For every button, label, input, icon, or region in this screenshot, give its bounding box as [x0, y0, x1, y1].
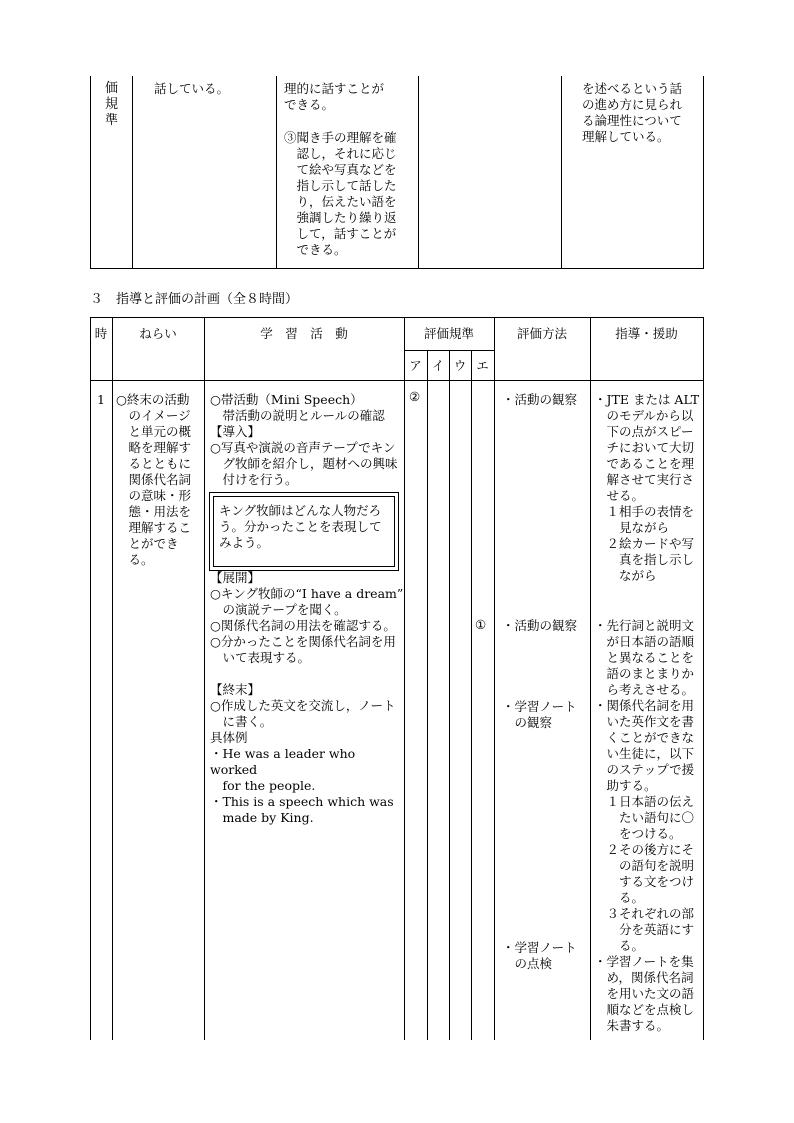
header-method: 評価方法 [516, 326, 567, 341]
criteria-subdivider [427, 350, 428, 1040]
row-aim: ○終末の活動 のイメージ と単元の概 略を理解す るとともに 関係代名詞 の意味・形 態・用法を 理解するこ とができ る。 [116, 392, 192, 567]
criteria-subdivider [471, 350, 472, 1040]
table-divider [276, 76, 277, 269]
header-guidance: 指導・援助 [615, 326, 678, 341]
plan-divider [494, 317, 495, 1040]
plan-header-bottom [90, 380, 704, 381]
method-1: ・活動の観察 [502, 392, 578, 407]
top-col3-text-a: 理的に話すことが できる。 [284, 81, 385, 112]
header-criteria: 評価規準 [423, 326, 474, 341]
criteria-mark-e: ① [475, 617, 487, 632]
method-3: ・学習ノート の観察 [502, 699, 577, 730]
plan-border-right [703, 317, 704, 1040]
plan-divider [590, 317, 591, 1040]
header-hour: 時 [94, 326, 108, 341]
header-criteria-e: エ [476, 358, 489, 373]
header-criteria-a: ア [409, 358, 422, 373]
plan-divider [404, 317, 405, 1040]
table-divider [561, 76, 562, 269]
question-box-text: キング牧師はどんな人物だろ う。分かったことを表現して みよう。 [219, 503, 382, 550]
header-criteria-u: ウ [453, 358, 467, 373]
table-divider [418, 76, 419, 269]
activity-block-2: 【展開】 ○キング牧師の“I have a dream” の演説テープを聞く。 ○関係代名詞の用法を確認する。 ○分かったことを関係代名詞を用 いて表現する。 [210, 570, 404, 665]
side-label: 価規準 [105, 81, 119, 128]
plan-divider [112, 317, 113, 1040]
header-criteria-i: イ [431, 358, 445, 373]
section-title: ３ 指導と評価の計画（全８時間） [90, 292, 299, 307]
plan-divider [204, 317, 205, 1040]
table-divider [132, 76, 133, 269]
row-hour: 1 [97, 392, 105, 407]
top-col3-text-b: ③聞き手の理解を確 認し，それに応じ て絵や写真などを 指し示して話した り，伝えたい語を 強調したり繰り返 して，話すことが できる。 [284, 130, 397, 257]
guidance-1: ・JTE または ALT のモデルから以 下の点がスピー チにおいて大切 であることを理 解させて実行さ せる。 １相手の表情を 見ながら ２絵カードや写 真を指し示し ながら [594, 392, 700, 583]
table-border-right [703, 76, 704, 269]
header-aim: ねらい [139, 326, 177, 341]
method-4: ・学習ノート の点検 [502, 940, 577, 971]
plan-table-top [90, 317, 704, 318]
plan-border-left [90, 317, 91, 1040]
header-activity: 学 習 活 動 [260, 326, 348, 341]
table-border-left [90, 76, 91, 269]
activity-block-1: ○帯活動（Mini Speech） 帯活動の説明とルールの確認 【導入】 ○写真や演説の音声テープでキン グ牧師を紹介し，題材への興味 付けを行う。 [210, 392, 398, 487]
criteria-mark-a: ② [409, 389, 421, 404]
activity-block-3: 【終末】 ○作成した英文を交流し，ノート に書く。 具体例 ・He was a leader who worked for the people. ・This is a speech which was made by King. [210, 682, 396, 825]
criteria-subdivider [449, 350, 450, 1040]
table-border-bottom [90, 268, 704, 269]
method-2: ・活動の観察 [502, 618, 578, 633]
top-col5-text: を述べるという話 の進め方に見られ る論理性について 理解している。 [582, 81, 683, 144]
guidance-2: ・先行詞と説明文 が日本語の語順 と異なることを 語のまとまりか ら考えさせる。 ・関係代名詞を用 いた英作文を書 くことができな い生徒に，以下 のステップで援 助する。 １日本語の伝え たい語句に〇 をつける。 ２その後方にそ の語句を説明 する文をつけ る。 ３それぞれの部 分を英語にす る。 ・学習ノートを集 め，関係代名詞 を用いた文の語 順などを点検し 朱書する。 [594, 618, 695, 1033]
top-col2-text: 話している。 [154, 81, 230, 96]
